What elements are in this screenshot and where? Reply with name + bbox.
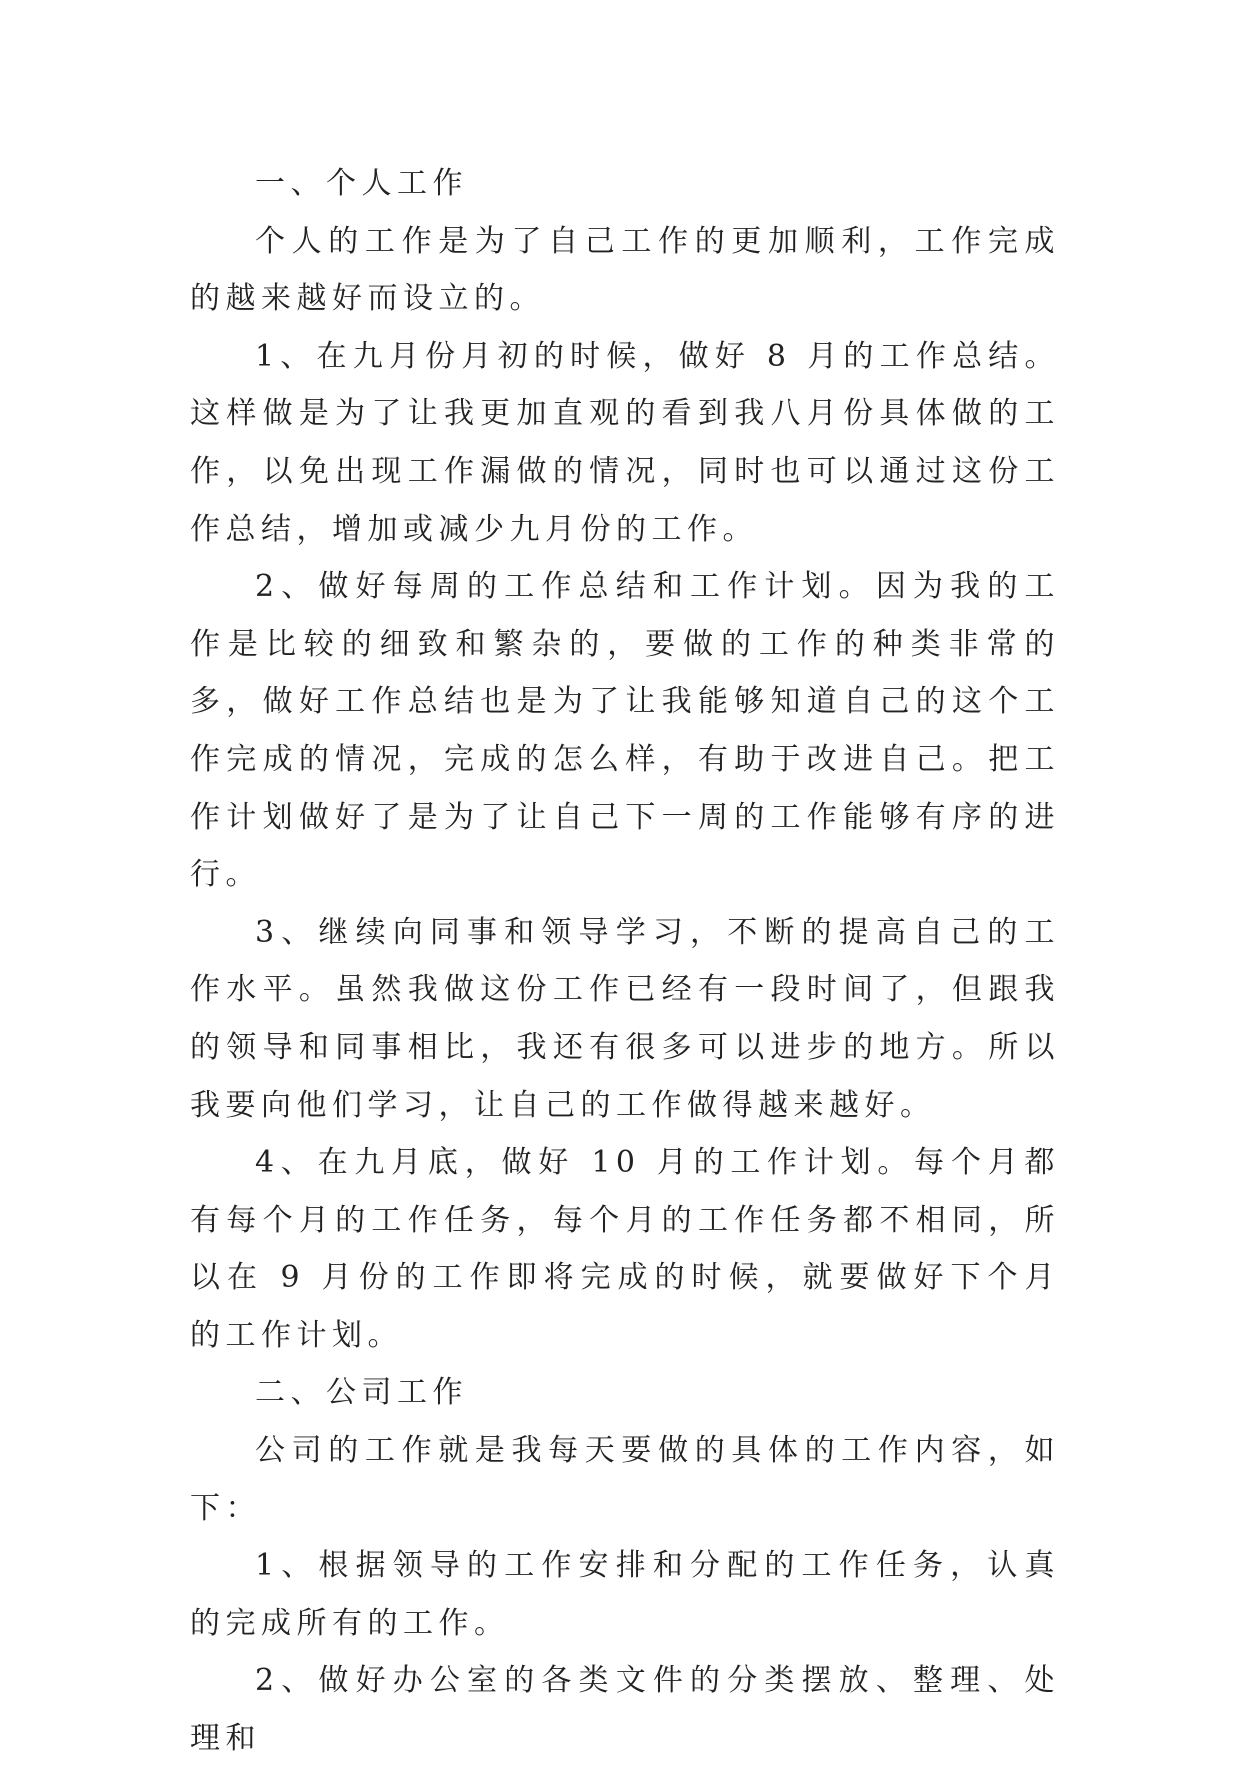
section-heading-personal-work: 一、个人工作 xyxy=(255,166,468,201)
paragraph-personal-item-2: 2、做好每周的工作总结和工作计划。因为我的工作是比较的细致和繁杂的，要做的工作的种类非常的多，做好工作总结也是为了让我能够知道自己的这个工作完成的情况，完成的怎么样，有助于改进自己。把工作计划做好了是为了让自己下一周的工作能够有序的进行。 xyxy=(190,569,1060,893)
paragraph-personal-item-3: 3、继续向同事和领导学习，不断的提高自己的工作水平。虽然我做这份工作已经有一段时间了，但跟我的领导和同事相比，我还有很多可以进步的地方。所以我要向他们学习，让自己的工作做得越来越好。 xyxy=(190,914,1060,1123)
paragraph-company-intro: 公司的工作就是我每天要做的具体的工作内容，如下： xyxy=(190,1433,1060,1526)
paragraph-personal-item-4: 4、在九月底，做好 10 月的工作计划。每个月都有每个月的工作任务，每个月的工作任务都不相同，所以在 9 月份的工作即将完成的时候，就要做好下个月的工作计划。 xyxy=(190,1145,1060,1353)
paragraph-company-item-1: 1、根据领导的工作安排和分配的工作任务，认真的完成所有的工作。 xyxy=(190,1548,1060,1641)
section-heading-company-work: 二、公司工作 xyxy=(255,1375,468,1411)
paragraph-personal-intro: 个人的工作是为了自己工作的更加顺利，工作完成的越来越好而设立的。 xyxy=(190,223,1060,317)
document-body xyxy=(190,155,1060,1768)
paragraph-personal-item-1: 1、在九月份月初的时候，做好 8 月的工作总结。这样做是为了让我更加直观的看到我八月份具体做的工作，以免出现工作漏做的情况，同时也可以通过这份工作总结，增加或减少九月份的工作。 xyxy=(190,338,1060,547)
paragraph-company-item-2: 2、做好办公室的各类文件的分类摆放、整理、处理和 xyxy=(190,1663,1060,1757)
